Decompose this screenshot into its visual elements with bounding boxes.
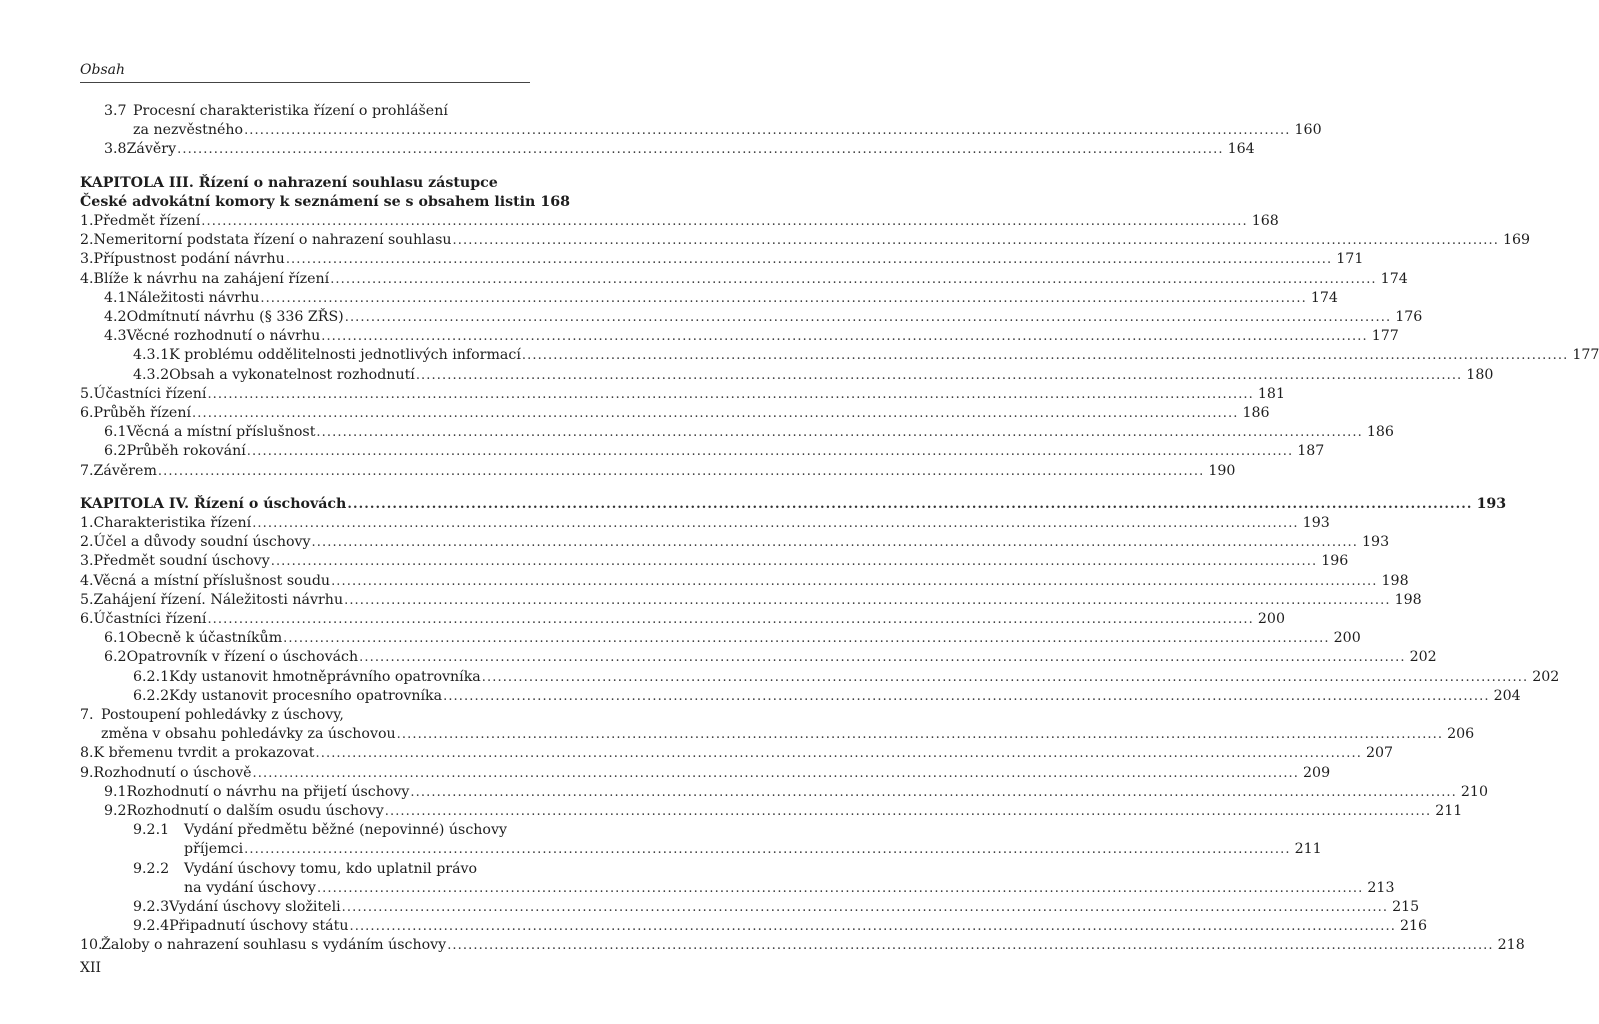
running-header: Obsah — [80, 62, 125, 78]
toc-entry-number: 6.2 — [104, 443, 127, 460]
toc-entry-page: 207 — [1365, 745, 1394, 762]
toc-entry-number: 4. — [80, 572, 94, 589]
toc-entry-number: 6.1 — [104, 630, 127, 647]
dot-leader: ........................................................................................................................................................................................................ — [311, 535, 1359, 551]
toc-entry-label: Účastníci řízení — [93, 385, 207, 402]
toc-entry-label: Vydání úschovy složiteli — [169, 899, 341, 915]
toc-entry-number: 9.2.4 — [133, 918, 170, 935]
toc-entry-label: Věcná a místní příslušnost soudu — [93, 572, 331, 589]
toc-entry-number: 9. — [80, 764, 94, 781]
toc-entry-page: 200 — [1333, 630, 1361, 647]
toc-entry — [104, 138, 1255, 160]
toc-entry-label: Procesní charakteristika řízení o prohlášení — [133, 103, 448, 119]
toc-entry-page: 198 — [1394, 591, 1422, 608]
toc-entry-label: Kdy ustanovit procesního opatrovníka — [169, 687, 443, 704]
toc-entry-page: 200 — [1257, 611, 1285, 627]
toc-entry-page: 211 — [1435, 803, 1463, 819]
toc-entry — [80, 934, 1525, 956]
toc-entry-page: 168 — [1251, 213, 1279, 229]
toc-entry-label: Obecně k účastníkům — [126, 630, 283, 647]
dot-leader: ........................................................................................................................................................................................................ — [244, 123, 1291, 139]
toc-entry-label: Průběh rokování — [126, 443, 246, 460]
toc-entry-label: Zahájení řízení. Náležitosti návrhu — [93, 591, 344, 608]
toc-entry-label: Náležitosti návrhu — [126, 289, 260, 306]
dot-leader: ........................................................................................................................................................................................................ — [521, 348, 1569, 364]
dot-leader: ........................................................................................................................................................................................................ — [384, 804, 1432, 819]
dot-leader: ........................................................................................................................................................................................................ — [252, 516, 1299, 531]
dot-leader: ........................................................................................................................................................................................................ — [452, 233, 1499, 249]
toc-entry-page: 206 — [1447, 726, 1475, 743]
toc-entry-label: Charakteristika řízení — [93, 515, 252, 531]
dot-leader: ........................................................................................................................................................................................................ — [246, 444, 1294, 460]
toc-entry-page: 211 — [1294, 841, 1322, 858]
toc-entry-number: 9.2.2 — [133, 860, 170, 877]
dot-leader: ........................................................................................................................................................................................................ — [252, 765, 1300, 781]
toc-entry-page: 213 — [1367, 879, 1395, 896]
toc-entry-number: 5. — [80, 385, 94, 402]
toc-entry-page: 216 — [1399, 918, 1428, 935]
toc-entry-number: 5. — [80, 591, 94, 608]
toc-entry-number: 4. — [80, 270, 94, 287]
dot-leader: ........................................................................................................................................................................................................ — [177, 142, 1224, 158]
toc-entry-label: Věcné rozhodnutí o návrhu — [126, 328, 321, 345]
toc-entry-number: 4.3.2 — [133, 366, 170, 383]
dot-leader: ........................................................................................................................................................................................................ — [396, 727, 1444, 743]
toc-entry-label: Vydání úschovy tomu, kdo uplatnil právo — [184, 860, 478, 877]
toc-entry-number: 4.3.1 — [133, 347, 170, 364]
toc-entry-page: 193 — [1302, 515, 1330, 531]
toc-entry-number: 6. — [80, 405, 94, 421]
toc-entry-label: K břemenu tvrdit a prokazovat — [93, 745, 315, 762]
dot-leader: ........................................................................................................................................................................................................ — [443, 688, 1490, 704]
toc-entry-page: 218 — [1497, 937, 1525, 954]
toc-entry — [80, 460, 1236, 482]
dot-leader: ........................................................................................................................................................................................................ — [349, 919, 1396, 935]
toc-entry-number: 2. — [80, 232, 94, 249]
page-number: XII — [80, 960, 102, 976]
toc-entry-label: za nezvěstného — [133, 122, 244, 139]
toc-entry-page: 186 — [1366, 424, 1394, 441]
toc-entry-page: 198 — [1381, 572, 1409, 589]
toc-entry-label: KAPITOLA III. Řízení o nahrazení souhlasu zástupce — [80, 174, 498, 191]
toc-entry-page: 160 — [1294, 122, 1322, 139]
toc-entry-number: 10. — [80, 937, 103, 954]
toc-entry-label: Nemeritorní podstata řízení o nahrazení souhlasu — [93, 232, 452, 249]
toc-entry-page: 215 — [1392, 899, 1420, 915]
dot-leader: ........................................................................................................................................................................................................ — [207, 386, 1254, 402]
toc-entry-label: Přípustnost podání návrhu — [93, 251, 285, 268]
toc-entry-page: 171 — [1336, 251, 1364, 268]
toc-entry-label: KAPITOLA IV. Řízení o úschovách — [80, 495, 347, 512]
toc-entry-number: 1. — [80, 515, 94, 531]
dot-leader: ........................................................................................................................................................................................................ — [270, 554, 1318, 570]
toc-entry-label: Opatrovník v řízení o úschovách — [126, 649, 359, 666]
dot-leader: ........................................................................................................................................................................................................ — [330, 271, 1377, 287]
toc-entry-label: Věcná a místní příslušnost — [126, 424, 316, 441]
toc-entry-page: 187 — [1297, 443, 1325, 460]
dot-leader: ........................................................................................................................................................................................................ — [321, 329, 1368, 345]
toc-entry-label: Závěrem — [93, 462, 157, 479]
dot-leader: ........................................................................................................................................................................................................ — [344, 310, 1392, 325]
dot-leader: ........................................................................................................................................................................................................ — [344, 592, 1391, 608]
toc-entry-number: 1. — [80, 213, 94, 229]
toc-entry-page: 180 — [1466, 366, 1494, 383]
toc-entry-number: 8. — [80, 745, 94, 762]
toc-entry-number: 9.2.1 — [133, 822, 170, 839]
toc-entry-label: na vydání úschovy — [184, 879, 316, 896]
dot-leader: ........................................................................................................................................................................................................ — [447, 938, 1494, 954]
toc-entry-page: 202 — [1532, 668, 1560, 685]
toc-entry-label: Připadnutí úschovy státu — [169, 918, 349, 935]
toc-entry-label: změna v obsahu pohledávky za úschovou — [101, 726, 396, 743]
dot-leader: ........................................................................................................................................................................................................ — [283, 631, 1330, 647]
toc-entry-number: 3. — [80, 251, 94, 268]
toc-entry-label: K problému oddělitelnosti jednotlivých informací — [169, 347, 521, 364]
toc-entry-number: 9.2 — [104, 803, 127, 819]
dot-leader: ........................................................................................................................................................................................................ — [315, 746, 1362, 762]
toc-entry-label: Odmítnutí návrhu (§ 336 ZŘS) — [126, 309, 344, 325]
toc-entry-label: Žaloby o nahrazení souhlasu s vydáním úschovy — [101, 937, 447, 954]
toc-entry-number: 9.1 — [104, 783, 127, 800]
toc-entry-page: 181 — [1257, 385, 1285, 402]
toc-entry-number: 2. — [80, 534, 94, 551]
toc-entry-label: Předmět řízení — [93, 213, 201, 229]
toc-entry-label: Předmět soudní úschovy — [93, 553, 270, 570]
toc-entry-number: 4.3 — [104, 328, 127, 345]
dot-leader: ........................................................................................................................................................................................................ — [410, 784, 1457, 800]
toc-entry-number: 3.7 — [104, 103, 127, 119]
toc-entry-label: Průběh řízení — [93, 405, 192, 421]
toc-entry-number: 4.2 — [104, 309, 127, 325]
toc-entry-number: 4.1 — [104, 289, 127, 306]
toc-entry-page: 202 — [1409, 649, 1437, 666]
toc-entry-page: 174 — [1380, 270, 1408, 287]
toc-entry-page: 196 — [1321, 553, 1349, 570]
toc-entry-number: 6.2.2 — [133, 687, 170, 704]
toc-entry-number: 9.2.3 — [133, 899, 170, 915]
toc-entry-number: 3. — [80, 553, 94, 570]
toc-entry-page: 186 — [1242, 405, 1270, 421]
toc-entry-page: 204 — [1493, 687, 1521, 704]
toc-entry-number: 3.8 — [104, 141, 127, 158]
toc-entry-label: Kdy ustanovit hmotněprávního opatrovníka — [169, 668, 481, 685]
toc-entry-page: 177 — [1572, 347, 1599, 364]
dot-leader: ........................................................................................................................................................................................................ — [481, 669, 1529, 685]
toc-entry-page: 168 — [540, 193, 570, 210]
toc-entry-page: 190 — [1208, 462, 1236, 479]
toc-entry-page: 209 — [1303, 764, 1331, 781]
dot-leader: ........................................................................................................................................................................................................ — [331, 573, 1378, 589]
toc-entry-label: příjemci — [184, 841, 244, 858]
toc-entry-label: Postoupení pohledávky z úschovy, — [101, 707, 344, 723]
toc-entry-label: Účastníci řízení — [93, 611, 207, 627]
toc-entry-page: 176 — [1395, 309, 1423, 325]
toc-entry-page: 169 — [1503, 232, 1531, 249]
dot-leader: ........................................................................................................................................................................................................ — [316, 880, 1364, 896]
toc-entry-label: Obsah a vykonatelnost rozhodnutí — [169, 366, 415, 383]
dot-leader: ........................................................................................................................................................................................................ — [201, 214, 1248, 229]
dot-leader: ........................................................................................................................................................................................................ — [157, 463, 1205, 479]
header-rule — [80, 82, 530, 83]
toc-entry-page: 174 — [1310, 289, 1338, 306]
toc-entry-label: Rozhodnutí o úschově — [93, 764, 252, 781]
toc-entry-page: 164 — [1227, 141, 1255, 158]
dot-leader: ........................................................................................................................................................................................................ — [347, 496, 1473, 512]
toc-entry-label: Rozhodnutí o dalším osudu úschovy — [126, 803, 384, 819]
toc-entry-number: 7. — [80, 462, 94, 479]
toc-entry-page: 210 — [1460, 783, 1488, 800]
toc-entry-number: 6.2 — [104, 649, 127, 666]
dot-leader: ........................................................................................................................................................................................................ — [192, 406, 1239, 421]
dot-leader: ........................................................................................................................................................................................................ — [359, 650, 1406, 666]
dot-leader: ........................................................................................................................................................................................................ — [260, 290, 1307, 306]
toc-entry-label: Blíže k návrhu na zahájení řízení — [93, 270, 330, 287]
toc-entry-label: Vydání předmětu běžné (nepovinné) úschovy — [184, 822, 507, 839]
dot-leader: ........................................................................................................................................................................................................ — [415, 367, 1463, 383]
toc-entry-page: 177 — [1371, 328, 1399, 345]
toc-entry-number: 6.1 — [104, 424, 127, 441]
toc-entry-label: Účel a důvody soudní úschovy — [93, 534, 311, 551]
toc-entry-number: 6.2.1 — [133, 668, 170, 685]
toc-entry-label: Závěry — [126, 141, 177, 158]
dot-leader: ........................................................................................................................................................................................................ — [244, 842, 1291, 858]
dot-leader: ........................................................................................................................................................................................................ — [316, 425, 1363, 441]
toc-entry-label: České advokátní komory k seznámení se s obsahem listin — [80, 193, 536, 210]
toc-entry-number: 6. — [80, 611, 94, 627]
toc-entry-number: 7. — [80, 707, 94, 723]
toc-entry-label: Rozhodnutí o návrhu na přijetí úschovy — [126, 783, 410, 800]
dot-leader: ........................................................................................................................................................................................................ — [207, 612, 1254, 627]
toc-entry-page: 193 — [1362, 534, 1390, 551]
dot-leader: ........................................................................................................................................................................................................ — [341, 900, 1389, 915]
toc-entry-page: 193 — [1476, 495, 1507, 512]
dot-leader: ........................................................................................................................................................................................................ — [285, 252, 1333, 268]
